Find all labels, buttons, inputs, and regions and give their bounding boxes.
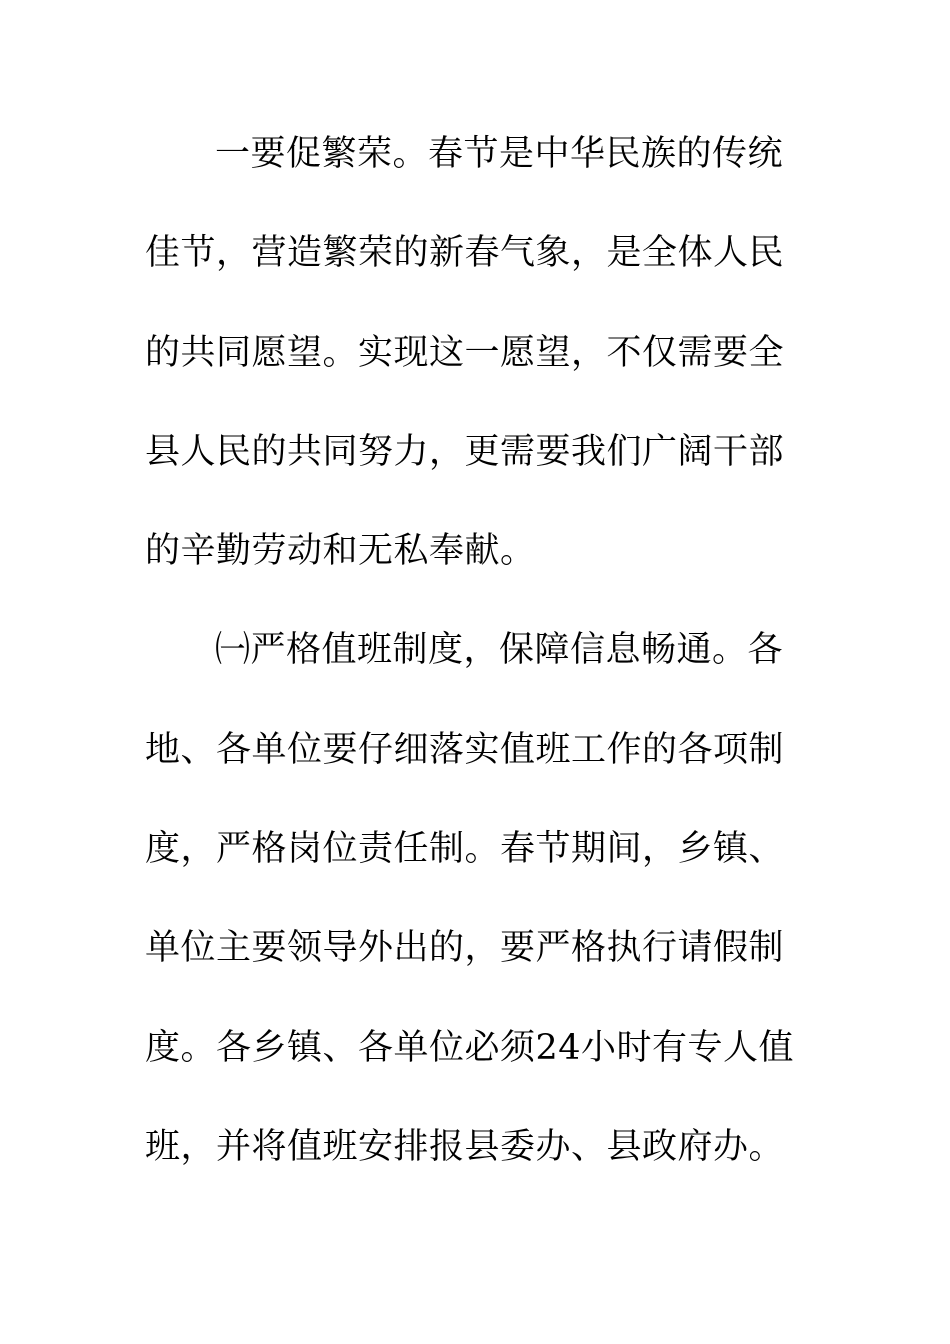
paragraph-1-line-5: 的辛勤劳动和无私奉献。 [145,531,536,571]
paragraph-2-line-1: ㈠严格值班制度，保障信息畅通。各 [215,630,784,670]
paragraph-2-line-5: 度。各乡镇、各单位必须24小时有专人值 [145,1028,795,1068]
paragraph-1-line-4: 县人民的共同努力，更需要我们广阔干部 [145,432,785,472]
paragraph-1-line-3: 的共同愿望。实现这一愿望，不仅需要全 [145,333,785,373]
paragraph-1-line-2: 佳节，营造繁荣的新春气象，是全体人民 [145,233,785,273]
paragraph-2-line-3: 度，严格岗位责任制。春节期间，乡镇、 [145,829,785,869]
paragraph-2-line-4: 单位主要领导外出的，要严格执行请假制 [145,928,785,968]
paragraph-2-line-2: 地、各单位要仔细落实值班工作的各项制 [145,730,785,770]
paragraph-1-line-1: 一要促繁荣。春节是中华民族的传统 [215,134,784,174]
paragraph-2-line-6: 班，并将值班安排报县委办、县政府办。 [145,1127,785,1167]
